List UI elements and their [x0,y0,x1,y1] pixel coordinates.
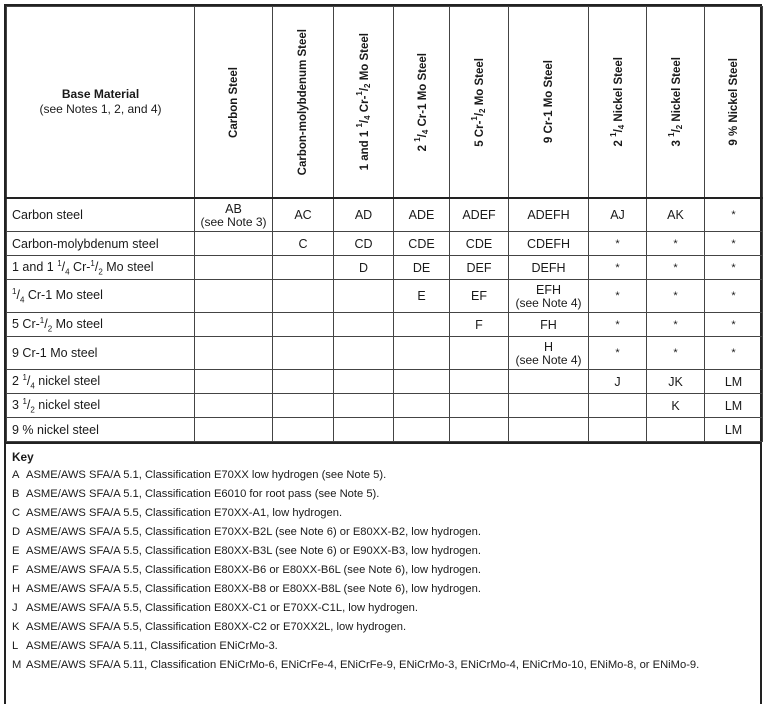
table-cell [589,394,647,418]
table-cell: C [273,232,334,256]
table-cell: * [589,256,647,280]
table-cell [195,418,273,442]
table-cell: EFH (see Note 4) [509,280,589,313]
table-cell [195,280,273,313]
table-cell [509,394,589,418]
table-cell: LM [705,418,763,442]
table-cell [273,370,334,394]
row-label: Carbon-molybdenum steel [7,232,195,256]
table-cell: * [705,232,763,256]
table-cell [195,394,273,418]
table-cell [394,313,450,337]
col-header-2-1-4-cr-1-mo-steel: 2 $^1/_4$ Cr-1 Mo Steel [394,7,450,199]
table-cell: * [589,280,647,313]
table-cell [450,418,509,442]
table-cell: LM [705,394,763,418]
table-cell [195,370,273,394]
key-item: L ASME/AWS SFA/A 5.11, Classification ENiCrMo-3. [12,640,278,652]
table-cell: K [647,394,705,418]
table-cell: * [705,313,763,337]
table-row [7,337,763,370]
table-cell: E [394,280,450,313]
row-label: 1 and 1 $^1/_4$ $Cr-^1/_2$ Mo steel [7,256,195,280]
table-cell: AK [647,198,705,232]
col-header-9-percent-nickel-steel: 9 % Nickel Steel [705,7,763,199]
table-cell: CDE [394,232,450,256]
table-cell [334,313,394,337]
header-row [7,7,763,199]
table-cell: AD [334,198,394,232]
row-label: 5 $Cr-^1/_2$ Mo steel [7,313,195,337]
key-item: K ASME/AWS SFA/A 5.5, Classification E80XX-C2 or E70XX2L, low hydrogen. [12,621,407,633]
table-cell [394,337,450,370]
table-cell: ADEF [450,198,509,232]
table-row [7,418,763,442]
key-item: B ASME/AWS SFA/A 5.1, Classification E6010 for root pass (see Note 5). [12,488,380,500]
table-cell: JK [647,370,705,394]
base-material-note: (see Notes 1, 2, and 4) [39,102,162,116]
table-row [7,313,763,337]
table-cell [394,394,450,418]
table-cell [195,232,273,256]
table-cell: EF [450,280,509,313]
table-cell [273,256,334,280]
base-material-title: Base Material [61,87,140,101]
table-row [7,280,763,313]
table-cell [273,313,334,337]
table-cell: * [647,256,705,280]
table-cell: * [647,280,705,313]
table-row [7,394,763,418]
table-cell [589,418,647,442]
table-cell: * [705,337,763,370]
table-cell [509,370,589,394]
table-cell: H (see Note 4) [509,337,589,370]
table-cell: DEF [450,256,509,280]
col-header-1-and-1-4-cr-1-2-mo-steel: 1 and 1 $^1/_4$ $Cr-^1/_2$ Mo Steel [334,7,394,199]
table-cell [273,280,334,313]
row-label: 9 Cr-1 Mo steel [7,337,195,370]
table-row [7,232,763,256]
table-cell [195,313,273,337]
filler-metal-table [6,6,763,442]
row-label: $^1/_4$ Cr-1 Mo steel [7,280,195,313]
col-header-5-cr-1-2-mo-steel: 5 $Cr-^1/_2$ Mo Steel [450,7,509,199]
table-cell: * [589,313,647,337]
table-cell [450,370,509,394]
table-cell: ADE [394,198,450,232]
table-cell [394,418,450,442]
base-material-header [7,7,195,199]
table-cell [334,394,394,418]
table-cell: ADEFH [509,198,589,232]
table-cell: * [647,337,705,370]
table-cell [334,418,394,442]
table-cell: * [647,313,705,337]
row-label: 3 $^1/_2$ nickel steel [7,394,195,418]
key-item: H ASME/AWS SFA/A 5.5, Classification E80XX-B8 or E80XX-B8L (see Note 6), low hydrogen. [12,583,481,595]
table-cell [450,394,509,418]
key-item: J ASME/AWS SFA/A 5.5, Classification E80XX-C1 or E70XX-C1L, low hydrogen. [12,602,418,614]
table-cell [509,418,589,442]
table-cell: AJ [589,198,647,232]
table-cell [450,337,509,370]
table-cell [273,337,334,370]
table-cell [334,280,394,313]
key-title: Key [12,450,34,464]
table-cell: DE [394,256,450,280]
col-header-carbon-molybdenum-steel: Carbon-molybdenum Steel [273,7,334,199]
table-row [7,256,763,280]
key-section [6,442,760,675]
table-row [7,198,763,232]
table-cell [195,256,273,280]
table-cell [273,418,334,442]
col-header-2-1-4-nickel-steel: 2 $^1/_4$ Nickel Steel [589,7,647,199]
table-cell: J [589,370,647,394]
key-item: C ASME/AWS SFA/A 5.5, Classification E70XX-A1, low hydrogen. [12,507,343,519]
table-cell: DEFH [509,256,589,280]
col-header-carbon-steel: Carbon Steel [195,7,273,199]
table-cell [334,370,394,394]
key-item: A ASME/AWS SFA/A 5.1, Classification E70XX low hydrogen (see Note 5). [12,469,387,481]
table-row [7,370,763,394]
table-cell: * [705,256,763,280]
col-header-3-1-2-nickel-steel: 3 $^1/_2$ Nickel Steel [647,7,705,199]
table-cell [647,418,705,442]
key-list [12,466,760,675]
table-cell [394,370,450,394]
table-cell: * [589,232,647,256]
table-cell: * [705,198,763,232]
table-cell [195,337,273,370]
row-label: 9 % nickel steel [7,418,195,442]
table-cell: CDEFH [509,232,589,256]
key-item: D ASME/AWS SFA/A 5.5, Classification E70XX-B2L (see Note 6) or E80XX-B2, low hydrogen. [12,526,481,538]
row-label: 2 $^1/_4$ nickel steel [7,370,195,394]
table-cell: CD [334,232,394,256]
table-cell [334,337,394,370]
col-header-9-cr-1-mo-steel: 9 Cr-1 Mo Steel [509,7,589,199]
table-cell: AB (see Note 3) [195,198,273,232]
table-cell: * [705,280,763,313]
table-cell: FH [509,313,589,337]
table-cell: CDE [450,232,509,256]
key-item: F ASME/AWS SFA/A 5.5, Classification E80XX-B6 or E80XX-B6L (see Note 6), low hydrogen. [12,564,481,576]
table-cell: D [334,256,394,280]
key-item: M ASME/AWS SFA/A 5.11, Classification ENiCrMo-6, ENiCrFe-4, ENiCrFe-9, ENiCrMo-3, ENiCrMo-4, ENiCrMo-10, ENiMo-8, or ENiMo-9. [12,659,700,671]
table-cell: LM [705,370,763,394]
document-page [4,4,762,704]
table-cell: F [450,313,509,337]
row-label: Carbon steel [7,198,195,232]
table-cell: * [589,337,647,370]
table-cell: AC [273,198,334,232]
table-cell: * [647,232,705,256]
table-cell [273,394,334,418]
key-item: E ASME/AWS SFA/A 5.5, Classification E80XX-B3L (see Note 6) or E90XX-B3, low hydrogen. [12,545,481,557]
